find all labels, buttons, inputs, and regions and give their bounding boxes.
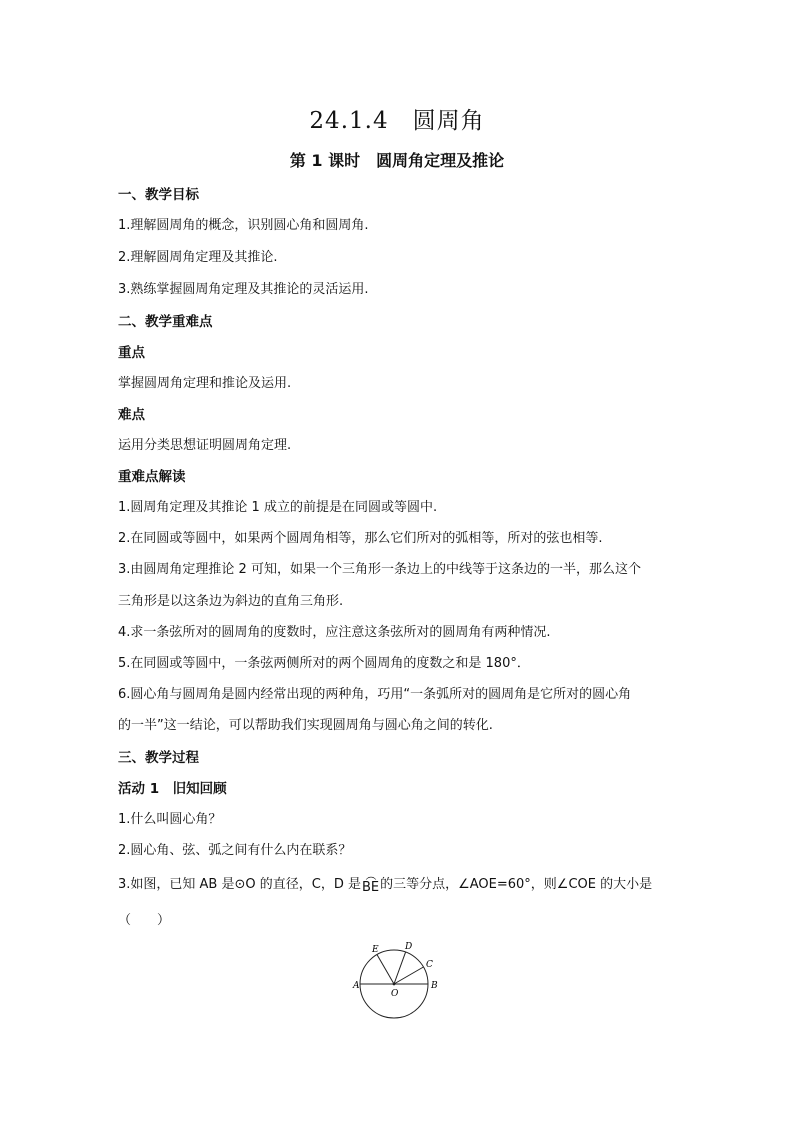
analysis-item: 的一半”这一结论，可以帮助我们实现圆周角与圆心角之间的转化. xyxy=(118,718,493,733)
difficult-point-text: 运用分类思想证明圆周角定理. xyxy=(118,438,292,453)
objective-item: 1.理解圆周角的概念，识别圆心角和圆周角. xyxy=(118,218,369,233)
key-point-heading: 重点 xyxy=(118,345,145,361)
arc-mark: ︵ xyxy=(365,869,376,882)
question-text-end: 的三等分点，∠AOE=60°，则∠COE 的大小是 xyxy=(380,877,653,892)
activity-heading: 活动 1 旧知回顾 xyxy=(118,781,227,797)
analysis-item: 5.在同圆或等圆中，一条弦两侧所对的两个圆周角的度数之和是 180°． xyxy=(118,656,530,671)
question-item xyxy=(118,869,678,895)
answer-blank: （ ） xyxy=(118,913,171,928)
analysis-item: 4.求一条弦所对的圆周角的度数时，应注意这条弦所对的圆周角有两种情况. xyxy=(118,625,551,640)
label-e: E xyxy=(372,945,379,955)
section-heading-process: 三、教学过程 xyxy=(118,750,199,766)
label-o: O xyxy=(391,989,399,999)
analysis-heading: 重难点解读 xyxy=(118,469,186,485)
radius-od xyxy=(394,952,406,984)
section-heading-objectives: 一、教学目标 xyxy=(118,187,199,203)
radius-oc xyxy=(394,967,423,984)
objective-item: 2.理解圆周角定理及其推论. xyxy=(118,250,278,265)
question-item: 1.什么叫圆心角？ xyxy=(118,812,222,827)
analysis-item: 三角形是以这条边为斜边的直角三角形. xyxy=(118,594,344,609)
analysis-item: 3.由圆周角定理推论 2 可知，如果一个三角形一条边上的中线等于这条边的一半，那么这个 xyxy=(118,562,641,577)
page-subtitle: 第 1 课时 圆周角定理及推论 xyxy=(289,151,505,170)
question-item: 2.圆心角、弦、弧之间有什么内在联系？ xyxy=(118,843,352,858)
key-point-text: 掌握圆周角定理和推论及运用. xyxy=(118,376,292,391)
objective-item: 3.熟练掌握圆周角定理及其推论的灵活运用. xyxy=(118,282,369,297)
arc-label: BE xyxy=(361,880,380,895)
page-title: 24.1.4 圆周角 xyxy=(309,108,485,134)
analysis-item: 2.在同圆或等圆中，如果两个圆周角相等，那么它们所对的弧相等，所对的弦也相等. xyxy=(118,531,603,546)
question-text-start: 3.如图，已知 AB 是⊙O 的直径，C，D 是 xyxy=(118,877,361,892)
section-heading-keypoints: 二、教学重难点 xyxy=(118,314,213,330)
center-point xyxy=(393,983,396,986)
label-d: D xyxy=(405,942,413,952)
circle-figure xyxy=(345,937,445,1023)
radius-oe xyxy=(377,955,394,984)
arc-notation xyxy=(361,869,380,897)
analysis-item: 6.圆心角与圆周角是圆内经常出现的两种角，巧用“一条弧所对的圆周角是它所对的圆心角 xyxy=(118,687,632,702)
difficult-point-heading: 难点 xyxy=(118,407,145,423)
label-c: C xyxy=(426,960,433,970)
label-b: B xyxy=(431,981,438,991)
label-a: A xyxy=(353,981,360,991)
analysis-item: 1.圆周角定理及其推论 1 成立的前提是在同圆或等圆中. xyxy=(118,500,438,515)
